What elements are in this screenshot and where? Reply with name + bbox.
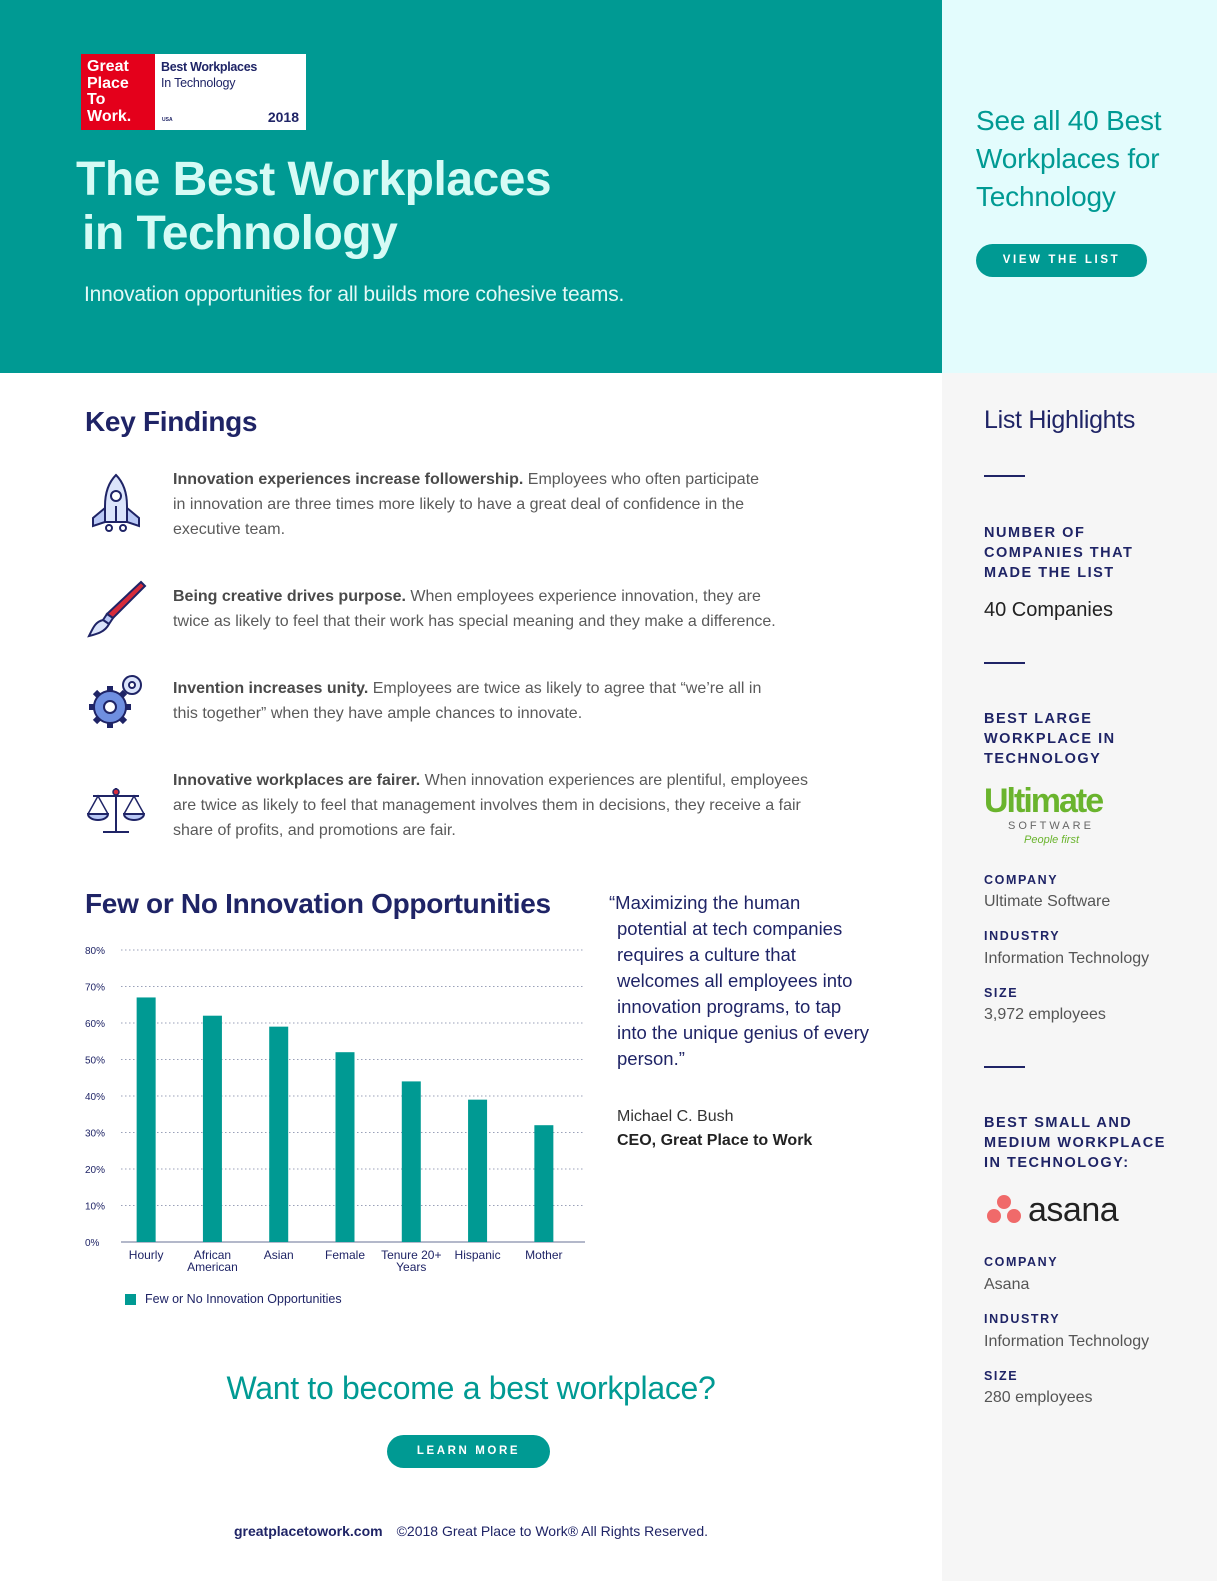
cta-heading: Want to become a best workplace?	[226, 1370, 716, 1406]
paintbrush-icon	[85, 578, 147, 640]
quote-text: “Maximizing the human potential at tech companies requires a culture that welcomes all employees into innovation programs, to tap into the unique genius of every person.”	[609, 892, 869, 1069]
quote-author-role: CEO, Great Place to Work	[617, 1132, 813, 1149]
see-all-panel	[942, 0, 1217, 373]
learn-more-button[interactable]: LEARN MORE	[387, 1435, 550, 1468]
footer-copyright: ©2018 Great Place to Work® All Rights Reserved.	[396, 1523, 708, 1539]
bar	[468, 1100, 487, 1242]
y-tick-label: 50%	[85, 1055, 106, 1067]
large-company-label: COMPANY	[984, 873, 1059, 887]
scales-icon	[85, 780, 147, 842]
y-tick-label: 40%	[85, 1092, 106, 1103]
ultimate-software-logo: Ultimate SOFTWARE People first	[984, 782, 1103, 846]
divider	[984, 1066, 1025, 1068]
x-tick-label: Years	[396, 1260, 427, 1274]
x-tick-label: Hispanic	[454, 1248, 501, 1262]
x-tick-label: Mother	[525, 1248, 563, 1262]
bar	[402, 1081, 421, 1242]
bar-chart	[80, 935, 600, 1285]
finding-4: Innovative workplaces are fairer. When innovation experiences are plentiful, employees are twice as likely to feel that management involves them in decisions, they receive a fair share of profits, and promotions are fair.	[173, 772, 809, 839]
x-tick-label: Tenure 20+	[381, 1248, 442, 1262]
asana-dots-icon	[986, 1193, 1022, 1225]
x-tick-label: American	[187, 1260, 238, 1274]
divider	[984, 475, 1025, 477]
x-tick-label: Female	[324, 1248, 366, 1262]
footer-site-link[interactable]: greatplacetowork.com	[233, 1523, 383, 1539]
large-size-value: 3,972 employees	[984, 1006, 1106, 1023]
badge-subtitle: In Technology	[161, 76, 236, 90]
hero-banner	[0, 0, 942, 373]
large-industry-label: INDUSTRY	[984, 929, 1061, 943]
bar	[534, 1125, 553, 1242]
large-industry-value: Information Technology	[984, 950, 1150, 967]
gptw-logo: Great Place To Work.	[81, 54, 155, 130]
bar	[203, 1016, 222, 1242]
bar	[336, 1052, 355, 1242]
footer	[0, 1523, 942, 1539]
company-count-value: 40 Companies	[984, 599, 1113, 621]
key-findings-title: Key Findings	[85, 406, 258, 437]
divider	[984, 662, 1025, 664]
page-subtitle: Innovation opportunities for all builds more cohesive teams.	[84, 283, 625, 306]
list-highlights-title: List Highlights	[984, 406, 1136, 434]
badge-year: 2018	[267, 109, 299, 125]
y-tick-label: 60%	[85, 1019, 106, 1030]
finding-2: Being creative drives purpose. When employees experience innovation, they are twice as likely to feel that their work has special meaning and they make a difference.	[173, 588, 776, 630]
gears-icon	[85, 670, 147, 732]
chart-title: Few or No Innovation Opportunities	[85, 888, 551, 919]
large-company-value: Ultimate Software	[984, 893, 1111, 910]
small-industry-label: INDUSTRY	[984, 1312, 1061, 1326]
small-company-label: COMPANY	[984, 1255, 1059, 1269]
award-badge	[81, 54, 306, 130]
view-the-list-button[interactable]: VIEW THE LIST	[976, 244, 1147, 277]
small-size-label: SIZE	[984, 1369, 1019, 1383]
y-tick-label: 0%	[85, 1238, 100, 1249]
bar	[137, 997, 156, 1242]
best-large-label: BEST LARGE WORKPLACE IN TECHNOLOGY	[984, 711, 1116, 767]
quote-author-name: Michael C. Bush	[617, 1108, 734, 1125]
y-tick-label: 80%	[85, 946, 106, 957]
page-title: The Best Workplaces in Technology	[76, 153, 552, 260]
badge-title: Best Workplaces	[161, 60, 258, 74]
finding-3: Invention increases unity. Employees are twice as likely to agree that “we’re all in this together” when they have ample chances to innovate.	[173, 680, 762, 722]
y-tick-label: 10%	[85, 1201, 106, 1213]
best-small-label: BEST SMALL AND MEDIUM WORKPLACE IN TECHNOLOGY:	[984, 1115, 1166, 1171]
x-tick-label: Hourly	[128, 1248, 164, 1262]
small-size-value: 280 employees	[984, 1389, 1093, 1406]
see-all-heading: See all 40 Best Workplaces for Technology	[976, 105, 1162, 212]
finding-1: Innovation experiences increase followership. Employees who often participate in innovation are three times more likely to have a great deal of confidence in the executive team.	[173, 471, 760, 538]
legend-label: Few or No Innovation Opportunities	[145, 1292, 342, 1306]
y-tick-label: 30%	[85, 1128, 106, 1140]
company-count-label: NUMBER OF COMPANIES THAT MADE THE LIST	[984, 525, 1134, 581]
y-tick-label: 20%	[85, 1165, 106, 1176]
badge-country: USA	[162, 117, 173, 123]
small-industry-value: Information Technology	[984, 1333, 1150, 1350]
x-tick-label: Asian	[263, 1248, 294, 1262]
rocket-icon	[85, 472, 147, 534]
asana-logo: asana	[986, 1193, 1166, 1233]
legend-swatch	[125, 1294, 136, 1305]
large-size-label: SIZE	[984, 986, 1019, 1000]
y-tick-label: 70%	[85, 982, 106, 994]
list-highlights-panel	[942, 373, 1217, 1581]
bar	[269, 1027, 288, 1242]
x-tick-label: African	[193, 1248, 232, 1262]
small-company-value: Asana	[984, 1276, 1030, 1293]
